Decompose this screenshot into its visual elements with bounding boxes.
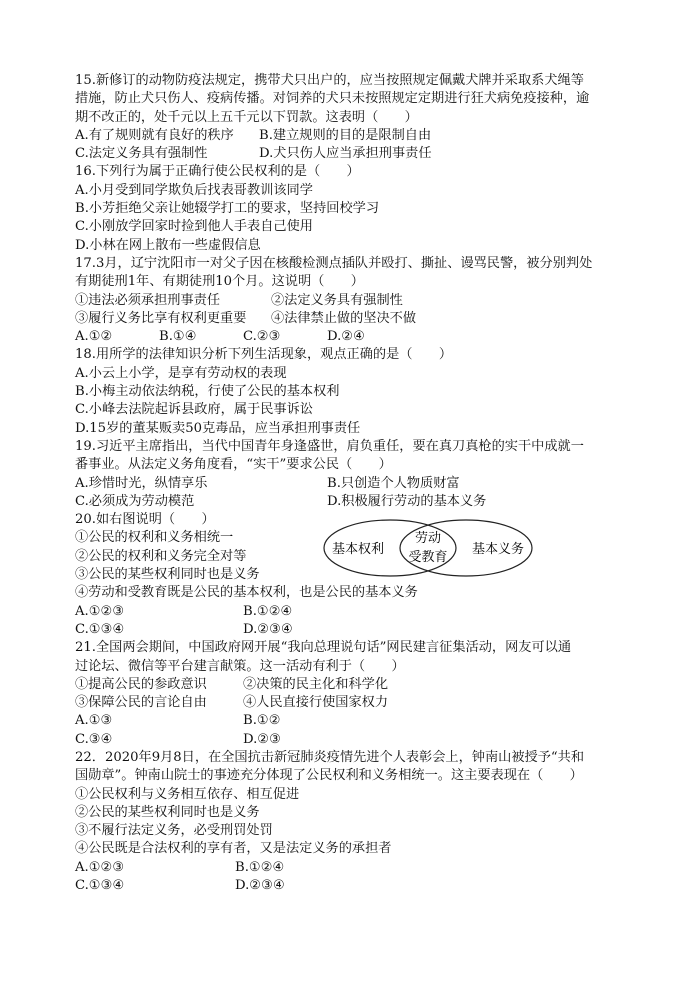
q20-item-1: ①公民的权利和义务相统一 <box>75 530 234 546</box>
q17-item-3: ③履行义务比享有权利更重要 <box>75 310 247 326</box>
q22-option-c: C.①③④ <box>75 878 125 894</box>
q20-option-a: A.①②③ <box>75 603 125 619</box>
q22-item-2: ②公民的某些权利同时也是义务 <box>75 804 260 820</box>
q21-options-row-2 <box>75 731 635 749</box>
q19-stem-line-2: 番事业。从法定义务角度看，“实干”要求公民（ ） <box>75 457 392 473</box>
q21-option-b: B.①② <box>243 713 281 729</box>
q22-item-1: ①公民权利与义务相互依存、相互促进 <box>75 786 300 802</box>
q22-option-b: B.①②④ <box>235 859 285 875</box>
q20-options-row-1 <box>75 603 635 621</box>
question-19 <box>75 438 635 511</box>
q15-options-row-2 <box>75 145 635 163</box>
q22-options-row-2 <box>75 877 635 895</box>
q15-option-d: D.犬只伤人应当承担刑事责任 <box>259 146 432 162</box>
q17-item-2: ②法定义务具有强制性 <box>271 292 403 308</box>
exam-page <box>75 72 635 895</box>
q20-item-3: ③公民的某些权利同时也是义务 <box>75 567 260 583</box>
q17-stem-line-2: 有期徒刑1年、有期徒刑10个月。这说明（ ） <box>75 274 364 290</box>
q19-option-b: B.只创造个人物质财富 <box>327 475 460 491</box>
q21-stem-line-1: 21.全国两会期间，中国政府网开展“我向总理说句话”网民建言征集活动，网友可以通 <box>75 640 572 656</box>
q21-option-d: D.②③ <box>243 731 281 747</box>
q21-option-c: C.③④ <box>75 731 113 747</box>
venn-education-label: 受教育 <box>408 550 448 565</box>
q16-option-b: B.小芳拒绝父亲让她辍学打工的要求，坚持回校学习 <box>75 201 380 217</box>
q22-option-d: D.②③④ <box>235 878 285 894</box>
question-18 <box>75 346 635 437</box>
q22-options-row-1 <box>75 859 635 877</box>
venn-rights-label: 基本权利 <box>331 542 385 557</box>
q15-stem-line-2: 措施，防止犬只伤人、疫病传播。对饲养的犬只未按照规定定期进行狂犬病免疫接种，逾 <box>75 91 590 107</box>
q20-options-row-2 <box>75 621 635 639</box>
rights-duties-venn-diagram <box>320 516 536 580</box>
q17-item-4: ④法律禁止做的坚决不做 <box>271 310 417 326</box>
q16-stem: 16.下列行为属于正确行使公民权利的是（ ） <box>75 164 360 180</box>
q18-option-d: D.15岁的董某贩卖50克毒品，应当承担刑事责任 <box>75 420 361 436</box>
question-15 <box>75 72 635 163</box>
q15-options-row-1 <box>75 127 635 145</box>
q20-option-c: C.①③④ <box>75 621 125 637</box>
q19-option-d: D.积极履行劳动的基本义务 <box>327 493 487 509</box>
q20-stem: 20.如右图说明（ ） <box>75 512 215 528</box>
q21-stem-line-2: 过论坛、微信等平台建言献策。这一活动有利于（ ） <box>75 658 405 674</box>
q18-stem: 18.用所学的法律知识分析下列生活现象，观点正确的是（ ） <box>75 347 453 363</box>
q18-option-c: C.小峰去法院起诉县政府，属于民事诉讼 <box>75 402 313 418</box>
q15-option-b: B.建立规则的目的是限制自由 <box>259 127 432 143</box>
q21-item-2: ②决策的民主化和科学化 <box>243 676 389 692</box>
q15-option-c: C.法定义务具有强制性 <box>75 146 208 162</box>
q22-option-a: A.①②③ <box>75 859 125 875</box>
q21-items-row-2 <box>75 694 635 712</box>
q21-item-4: ④人民直接行使国家权力 <box>243 695 389 711</box>
q15-stem-line-3: 期不改正的，处千元以上五千元以下罚款。这表明（ ） <box>75 109 418 125</box>
q16-option-a: A.小月受到同学欺负后找表哥教训该同学 <box>75 182 313 198</box>
q21-item-1: ①提高公民的参政意识 <box>75 676 207 692</box>
q20-item-2: ②公民的权利和义务完全对等 <box>75 548 247 564</box>
q19-option-a: A.珍惜时光，纵情享乐 <box>75 475 208 491</box>
q17-items-row-1 <box>75 292 635 310</box>
q21-items-row-1 <box>75 676 635 694</box>
question-16 <box>75 163 635 254</box>
q21-item-3: ③保障公民的言论自由 <box>75 695 207 711</box>
q17-items-row-2 <box>75 310 635 328</box>
q17-option-a: A.①② <box>75 329 113 345</box>
q19-options-row-1 <box>75 475 635 493</box>
q19-options-row-2 <box>75 493 635 511</box>
q22-stem-line-2: 国勋章”。钟南山院士的事迹充分体现了公民权利和义务相统一。这主要表现在（ ） <box>75 768 583 784</box>
q19-stem-line-1: 19.习近平主席指出，当代中国青年身逢盛世，肩负重任，要在真刀真枪的实干中成就一 <box>75 438 584 454</box>
q17-options-row <box>75 328 635 346</box>
q17-item-1: ①违法必须承担刑事责任 <box>75 292 221 308</box>
q20-option-d: D.②③④ <box>243 621 293 637</box>
q22-item-3: ③不履行法定义务，必受刑罚处罚 <box>75 823 273 839</box>
q17-option-c: C.②③ <box>243 329 281 345</box>
q20-option-b: B.①②④ <box>243 603 293 619</box>
q17-option-b: B.①④ <box>159 329 197 345</box>
q17-option-d: D.②④ <box>327 329 365 345</box>
q19-option-c: C.必须成为劳动模范 <box>75 493 195 509</box>
q18-option-b: B.小梅主动依法纳税，行使了公民的基本权利 <box>75 384 340 400</box>
q15-option-a: A.有了规则就有良好的秩序 <box>75 127 234 143</box>
q16-option-d: D.小林在网上散布一些虚假信息 <box>75 237 261 253</box>
question-22 <box>75 749 635 895</box>
q22-item-4: ④公民既是合法权利的享有者，又是法定义务的承担者 <box>75 841 392 857</box>
q17-stem-line-1: 17.3月，辽宁沈阳市一对父子因在核酸检测点插队并殴打、撕扯、谩骂民警，被分别判处 <box>75 255 593 271</box>
q18-option-a: A.小云上小学，是享有劳动权的表现 <box>75 365 287 381</box>
q21-options-row-1 <box>75 712 635 730</box>
q21-option-a: A.①③ <box>75 713 113 729</box>
q16-option-c: C.小刚放学回家时捡到他人手表自己使用 <box>75 219 313 235</box>
q20-item-4: ④劳动和受教育既是公民的基本权利，也是公民的基本义务 <box>75 585 418 601</box>
question-17 <box>75 255 635 346</box>
q22-stem-line-1: 22．2020年9月8日，在全国抗击新冠肺炎疫情先进个人表彰会上，钟南山被授予“共和 <box>75 749 585 765</box>
venn-labor-label: 劳动 <box>414 531 442 546</box>
venn-duties-label: 基本义务 <box>471 542 525 557</box>
question-21 <box>75 639 635 749</box>
q15-stem-line-1: 15.新修订的动物防疫法规定，携带犬只出户的，应当按照规定佩戴犬牌并采取系犬绳等 <box>75 73 584 88</box>
